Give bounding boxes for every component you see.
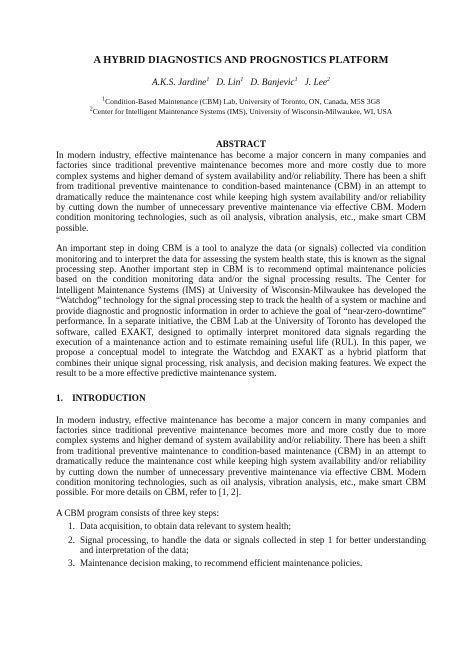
author-affil-marker: 2 — [327, 76, 331, 83]
author-affil-marker: 1 — [294, 76, 298, 83]
author-line — [56, 78, 426, 88]
affiliation — [56, 97, 426, 107]
abstract-paragraph: An important step in doing CBM is a tool to analyze the data (or signals) collected via condition monitoring and to interpret the data for assessing the system health state, this is known as the signal processing step. Another important step in CBM is to recommend optimal maintenance policies based on the condition monitoring data and/or the signal processing results. The Center for Intelligent Maintenance Systems (IMS) at University of Wisconsin-Milwaukee has developed the “Watchdog” technology for the signal processing step to track the health of a system or machine and provide diagnostic and prognostic information in order to achieve the goal of “near-zero-downtime” performance. In a separate initiative, the CBM Lab at the University of Toronto has developed the software, called EXAKT, designed to optimally interpret monitored data signals regarding the execution of a maintenance action and to estimate remaining useful life (RUL). In this paper, we propose a conceptual model to integrate the Watchdog and EXAKT as a hybrid platform that combines their unique signal processing, risk analysis, and decision making features. We expect the result to be a more effective predictive maintenance system. — [56, 243, 426, 379]
list-item — [68, 558, 426, 568]
introduction-heading: 1. INTRODUCTION — [56, 392, 146, 403]
affiliation-text: Condition-Based Maintenance (CBM) Lab, University of Toronto, ON, Canada, M5S 3G8 — [105, 97, 380, 106]
author: D. Banjevic — [250, 78, 295, 88]
author: D. Lin — [216, 78, 241, 88]
author-affil-marker: 1 — [206, 76, 210, 83]
affiliation — [56, 107, 426, 117]
list-number: 3. — [68, 558, 75, 569]
paper-title: A HYBRID DIAGNOSTICS AND PROGNOSTICS PLATFORM — [93, 55, 389, 66]
cbm-steps-list — [56, 521, 426, 569]
list-item — [68, 535, 426, 556]
list-number: 2. — [68, 534, 75, 545]
list-text: Signal processing, to handle the data or signals collected in step 1 for better understanding and interpretation of the data; — [80, 534, 426, 555]
list-number: 1. — [68, 521, 75, 532]
affiliation-marker: 1 — [102, 96, 106, 103]
author-affil-marker: 1 — [240, 76, 244, 83]
introduction-paragraph: A CBM program consists of three key steps: — [56, 507, 220, 518]
list-item — [68, 521, 426, 531]
author: J. Lee — [304, 78, 328, 88]
author: A.K.S. Jardine — [151, 78, 207, 88]
affiliation-marker: 2 — [89, 106, 93, 113]
affiliations — [56, 97, 426, 117]
abstract-heading: ABSTRACT — [215, 139, 267, 149]
list-text: Data acquisition, to obtain data relevant to system health; — [80, 521, 291, 532]
affiliation-text: Center for Intelligent Maintenance Systems (IMS), University of Wisconsin-Milwaukee, WI, USA — [92, 107, 393, 116]
introduction-paragraph: In modern industry, effective maintenance has become a major concern in many companies and factories since traditional preventive maintenance becomes more and more costly due to more complex systems and higher demand of system availability and/or reliability. There has been a shift from traditional preventive maintenance to condition-based maintenance (CBM) in an attempt to dramatically reduce the maintenance cost while keeping high system availability and/or reliability by cutting down the number of unnecessary preventive maintenance via effective CBM. Modern condition monitoring technologies, such as oil analysis, vibration analysis, etc., make smart CBM possible. For more details on CBM, refer to [1, 2]. — [56, 414, 426, 498]
abstract-paragraph: In modern industry, effective maintenance has become a major concern in many companies and factories since traditional preventive maintenance becomes more and more costly due to more complex systems and higher demand of system availability and/or reliability. There has been a shift from traditional preventive maintenance to condition-based maintenance (CBM) in an attempt to dramatically reduce the maintenance cost while keeping high system availability and/or reliability by cutting down the number of unnecessary preventive maintenance via effective CBM. Modern condition monitoring technologies, such as oil analysis, vibration analysis, etc., make smart CBM possible. — [56, 150, 426, 233]
list-text: Maintenance decision making, to recommend efficient maintenance policies. — [80, 558, 363, 569]
